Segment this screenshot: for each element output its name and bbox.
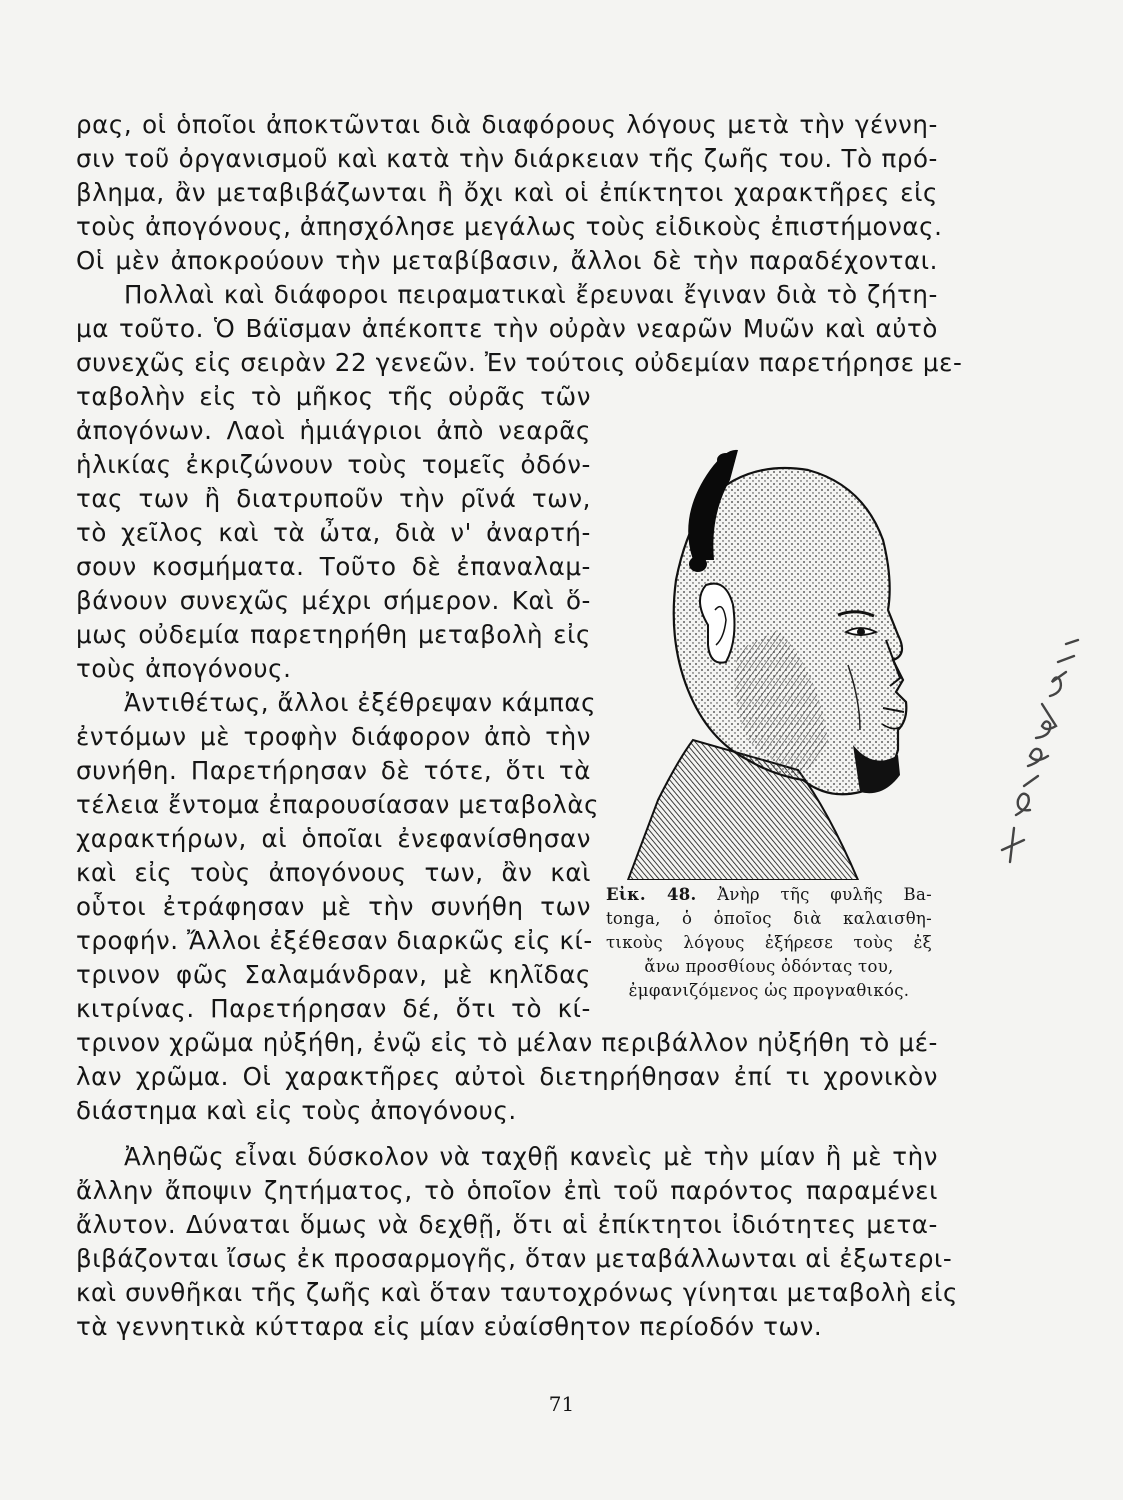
body-line: χαρακτήρων, αἱ ὁποῖαι ἐνεφανίσθησαν xyxy=(76,824,591,853)
body-line: καὶ εἰς τοὺς ἀπογόνους των, ἂν καὶ xyxy=(76,858,591,887)
figure-caption xyxy=(606,883,932,906)
body-line: βάνουν συνεχῶς μέχρι σήμερον. Καὶ ὅ- xyxy=(76,586,591,615)
body-line: ἡλικίας ἐκριζώνουν τοὺς τομεῖς ὀδόν- xyxy=(76,450,591,479)
body-line: ἀπογόνων. Λαοὶ ἡμιάγριοι ἀπὸ νεαρᾶς xyxy=(76,416,591,445)
body-line: σιν τοῦ ὀργανισμοῦ καὶ κατὰ τὴν διάρκειαν τῆς ζωῆς του. Τὸ πρό- xyxy=(76,144,938,173)
body-line: τρινον χρῶμα ηὐξήθη, ἐνῷ εἰς τὸ μέλαν περιβάλλον ηὐξήθη τὸ μέ- xyxy=(76,1028,938,1057)
caption-line: τικοὺς λόγους ἐξήρεσε τοὺς ἐξ xyxy=(606,933,932,952)
body-line: τοὺς ἀπογόνους, ἀπησχόλησε μεγάλως τοὺς εἰδικοὺς ἐπιστήμονας. xyxy=(76,212,943,241)
body-line: λαν χρῶμα. Οἱ χαρακτῆρες αὐτοὶ διετηρήθησαν ἐπί τι χρονικὸν xyxy=(76,1062,938,1091)
body-line: οὗτοι ἐτράφησαν μὲ τὴν συνήθη των xyxy=(76,892,591,921)
body-line: βιβάζονται ἴσως ἐκ προσαρμογῆς, ὅταν μεταβάλλωνται αἱ ἐξωτερι- xyxy=(76,1244,953,1273)
body-line: διάστημα καὶ εἰς τοὺς ἀπογόνους. xyxy=(76,1096,517,1125)
body-line: τας των ἢ διατρυποῦν τὴν ρῖνά των, xyxy=(76,484,591,513)
body-line: Ἀντιθέτως, ἄλλοι ἐξέθρεψαν κάμπας xyxy=(124,688,597,717)
body-line: ταβολὴν εἰς τὸ μῆκος τῆς οὐρᾶς τῶν xyxy=(76,382,591,411)
caption-text: Ἀνὴρ τῆς φυλῆς Ba- xyxy=(717,885,932,904)
body-line: καὶ συνθῆκαι τῆς ζωῆς καὶ ὅταν ταυτοχρόνως γίνηται μεταβολὴ εἰς xyxy=(76,1278,958,1307)
body-line: τέλεια ἔντομα ἐπαρουσίασαν μεταβολὰς xyxy=(76,790,600,819)
caption-line: ἄνω προσθίους ὀδόντας του, xyxy=(644,957,894,976)
body-line: συνήθη. Παρετήρησαν δὲ τότε, ὅτι τὰ xyxy=(76,756,591,785)
body-line: τὰ γεννητικὰ κύτταρα εἰς μίαν εὐαίσθητον περίοδόν των. xyxy=(76,1312,823,1341)
body-line: Οἱ μὲν ἀποκρούουν τὴν μεταβίβασιν, ἄλλοι δὲ τὴν παραδέχονται. xyxy=(76,246,938,275)
body-line: ἐντόμων μὲ τροφὴν διάφορον ἀπὸ τὴν xyxy=(76,722,591,751)
body-line: ρας, οἱ ὁποῖοι ἀποκτῶνται διὰ διαφόρους λόγους μετὰ τὴν γέννη- xyxy=(76,110,938,139)
body-line: κιτρίνας. Παρετήρησαν δέ, ὅτι τὸ κί- xyxy=(76,994,591,1023)
body-line: Πολλαὶ καὶ διάφοροι πειραματικαὶ ἔρευναι ἔγιναν διὰ τὸ ζήτη- xyxy=(124,280,938,309)
body-line: μα τοῦτο. Ὁ Βάϊσμαν ἀπέκοπτε τὴν οὐρὰν νεαρῶν Μυῶν καὶ αὐτὸ xyxy=(76,314,938,343)
body-line: Ἀληθῶς εἶναι δύσκολον νὰ ταχθῇ κανεὶς μὲ τὴν μίαν ἢ μὲ τὴν xyxy=(124,1142,938,1171)
body-line: ἄλυτον. Δύναται ὅμως νὰ δεχθῇ, ὅτι αἱ ἐπίκτητοι ἰδιότητες μετα- xyxy=(76,1210,938,1239)
body-line: ἄλλην ἄποψιν ζητήματος, τὸ ὁποῖον ἐπὶ τοῦ παρόντος παραμένει xyxy=(76,1176,938,1205)
caption-line: ἐμφανιζόμενος ὡς προγναθικός. xyxy=(628,981,910,1000)
body-line: τὸ χεῖλος καὶ τὰ ὦτα, διὰ ν' ἀναρτή- xyxy=(76,518,591,547)
figure-label: Εἰκ. 48. xyxy=(606,885,697,904)
body-line: συνεχῶς εἰς σειρὰν 22 γενεῶν. Ἐν τούτοις οὐδεμίαν παρετήρησε με- xyxy=(76,348,963,377)
body-line: σουν κοσμήματα. Τοῦτο δὲ ἐπαναλαμ- xyxy=(76,552,591,581)
body-line: τροφήν. Ἄλλοι ἐξέθεσαν διαρκῶς εἰς κί- xyxy=(76,926,593,955)
body-line: τοὺς ἀπογόνους. xyxy=(76,654,292,683)
body-line: βλημα, ἂν μεταβιβάζωνται ἢ ὄχι καὶ οἱ ἐπίκτητοι χαρακτῆρες εἰς xyxy=(76,178,938,207)
figure-48-illustration xyxy=(598,440,938,880)
body-line: τρινον φῶς Σαλαμάνδραν, μὲ κηλῖδας xyxy=(76,960,591,989)
handwritten-note xyxy=(980,600,1090,870)
caption-line: tonga, ὁ ὁποῖος διὰ καλαισθη- xyxy=(606,909,932,928)
page-number: 71 xyxy=(548,1392,575,1416)
body-line: μως οὐδεμία παρετηρήθη μεταβολὴ εἰς xyxy=(76,620,591,649)
